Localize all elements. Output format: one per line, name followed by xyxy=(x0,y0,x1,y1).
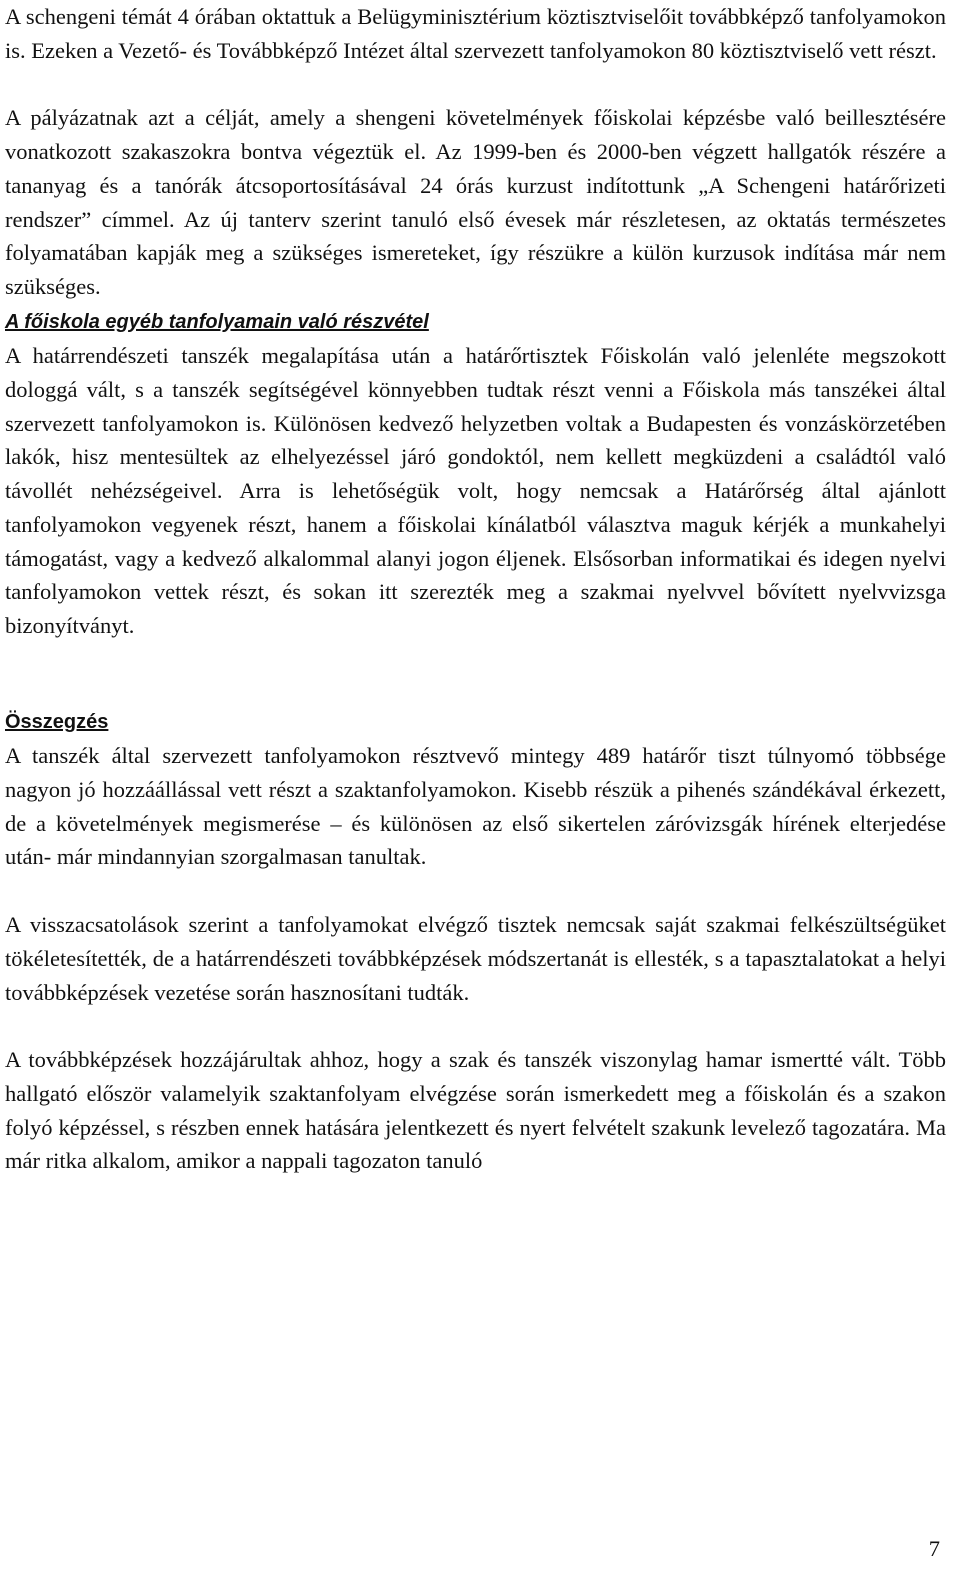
document-body xyxy=(5,0,946,1178)
page-number: 7 xyxy=(928,1536,940,1561)
paragraph-6: A továbbképzések hozzájárultak ahhoz, hogy a szak és tanszék viszonylag hamar ismertté vált. Több hallgató először valamelyik szaktanfolyam elvégzése során ismerkedett meg a főiskolán és a szakon folyó képzéssel, s részben ennek hatására jelentkezett és nyert felvételt szakunk levelező tagozatára. Ma már ritka alkalom, amikor a nappali tagozaton tanuló xyxy=(5,1047,946,1174)
paragraph-1: A schengeni témát 4 órában oktattuk a Belügyminisztérium köztisztviselőit továbbképző tanfolyamokon is. Ezeken a Vezető- és Továbbképző Intézet által szervezett tanfolyamokon 80 köztisztviselő vett részt. xyxy=(5,4,946,63)
paragraph-4: A tanszék által szervezett tanfolyamokon résztvevő mintegy 489 határőr tiszt túlnyomó többsége nagyon jó hozzáállással vett részt a szaktanfolyamokon. Kisebb részük a pihenés szándékával érkezett, de a követelmények megismerése – és különösen az első sikertelen záróvizsgák hírének elterjedése után- már mindannyian szorgalmasan tanultak. xyxy=(5,743,946,870)
section-spacer xyxy=(5,643,946,706)
paragraph-2: A pályázatnak azt a célját, amely a shengeni követelmények főiskolai képzésbe való beillesztésére vonatkozott szakaszokra bontva végeztük el. Az 1999-ben és 2000-ben végzett hallgatók részére a tananyag és a tanórák átcsoportosításával 24 órás kurzust indítottunk „A Schengeni határőrizeti rendszer” címmel. Az új tanterv szerint tanuló első évesek már részletesen, az oktatás természetes folyamatában kapják meg a szükséges ismereteket, így részükre a külön kurzusok indítása már nem szükséges. xyxy=(5,105,946,299)
section-heading-summary: Összegzés xyxy=(5,710,109,733)
section-heading-other-courses: A főiskola egyéb tanfolyamain való részvétel xyxy=(5,310,429,333)
paragraph-5: A visszacsatolások szerint a tanfolyamokat elvégző tisztek nemcsak saját szakmai felkészültségüket tökéletesítették, de a határrendészeti továbbképzések módszertanát is ellesték, s a tapasztalatokat a helyi továbbképzések vezetése során hasznosítani tudták. xyxy=(5,912,946,1005)
paragraph-3: A határrendészeti tanszék megalapítása után a határőrtisztek Főiskolán való jelenléte megszokott dologgá vált, s a tanszék segítségével könnyebben tudtak részt venni a Főiskola más tanszékei által szervezett tanfolyamokon is. Különösen kedvező helyzetben voltak a Budapesten és vonzáskörzetében lakók, hisz mentesültek az elhelyezéssel járó gondoktól, nem kellett megküzdeni a családtól való távollét nehézségeivel. Arra is lehetőségük volt, hogy nemcsak a Határőrség által ajánlott tanfolyamokon vegyenek részt, hanem a főiskolai kínálatból választva maguk kérjék a munkahelyi támogatást, vagy a kedvező alkalommal alanyi jogon éljenek. Elsősorban informatikai és idegen nyelvi tanfolyamokon vettek részt, és sokan itt szerezték meg a szakmai nyelvvel bővített nyelvvizsga bizonyítványt. xyxy=(5,343,946,638)
